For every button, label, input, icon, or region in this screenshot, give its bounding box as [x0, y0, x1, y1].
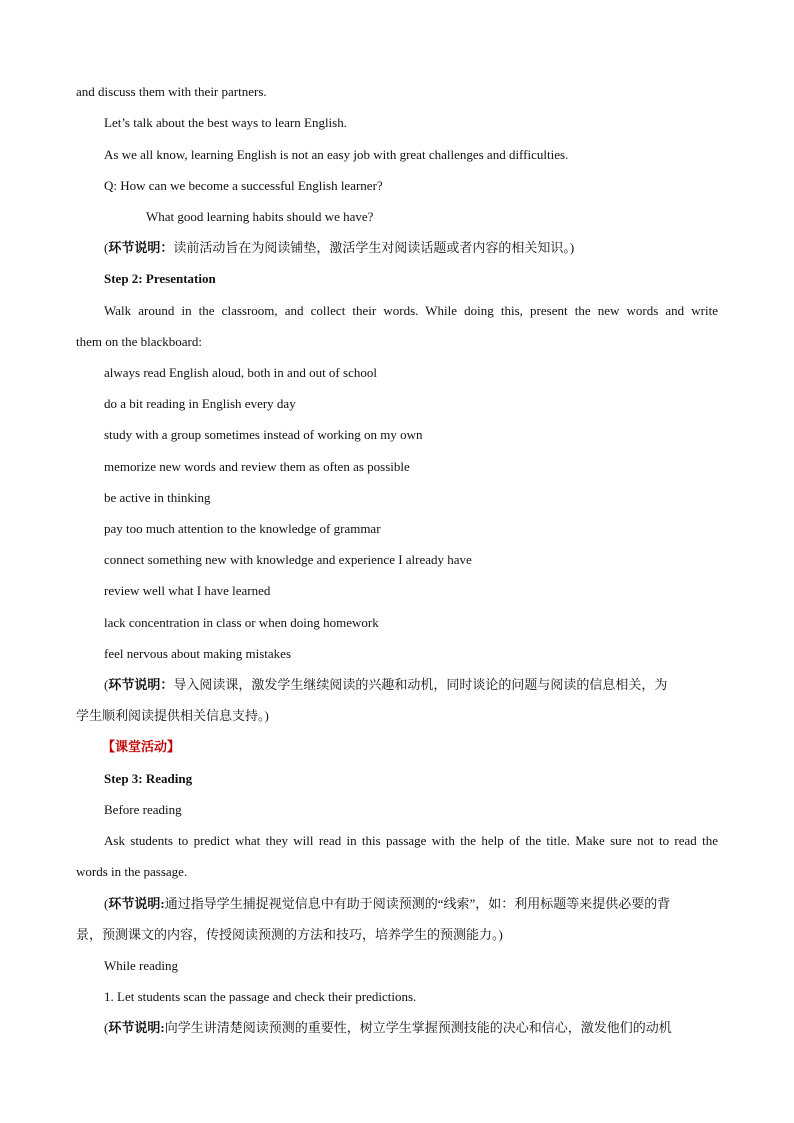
note-2-text-1: 导入阅读课，激发学生继续阅读的兴趣和动机，同时谈论的问题与阅读的信息相关，为 [173, 677, 668, 692]
note-1-text: 读前活动旨在为阅读铺垫，激活学生对阅读话题或者内容的相关知识。) [173, 240, 575, 255]
phrase-item: do a bit reading in English every day [104, 396, 296, 411]
task-1-line: 1. Let students scan the passage and check their predictions. [104, 989, 417, 1004]
note-4-line-1 [104, 1020, 672, 1036]
step-2-title: Step 2: Presentation [104, 271, 216, 286]
step-3-body-line-1: Ask students to predict what they will read in this passage with the help of the title. Make sure not to read the [104, 833, 718, 848]
activity-heading: 【课堂活动】 [102, 739, 181, 754]
note-1-label: 环节说明： [108, 240, 174, 255]
before-reading-label: Before reading [104, 802, 182, 817]
lead-in-line-1: Let’s talk about the best ways to learn English. [104, 115, 347, 130]
question-line: Q: How can we become a successful English learner? [104, 178, 383, 193]
question-line-2: What good learning habits should we have? [146, 209, 374, 224]
note-2-line-2: 学生顺利阅读提供相关信息支持。) [76, 708, 269, 723]
phrase-item: be active in thinking [104, 490, 211, 505]
note-4-open: ( [104, 1020, 109, 1035]
phrase-item: study with a group sometimes instead of working on my own [104, 427, 423, 442]
step-3-body-line-2: words in the passage. [76, 864, 188, 879]
phrase-item: pay too much attention to the knowledge of grammar [104, 521, 381, 536]
note-3-text-1: 通过指导学生捕捉视觉信息中有助于阅读预测的“线索”，如：利用标题等来提供必要的背 [164, 896, 671, 911]
note-4-label: 环节说明: [108, 1020, 165, 1035]
note-3-line-2: 景，预测课文的内容，传授阅读预测的方法和技巧，培养学生的预测能力。) [76, 927, 503, 942]
step-3-title: Step 3: Reading [104, 771, 193, 786]
note-4-text: 向学生讲清楚阅读预测的重要性，树立学生掌握预测技能的决心和信心，激发他们的动机 [164, 1020, 672, 1035]
note-2-open: ( [104, 677, 109, 692]
phrase-item: lack concentration in class or when doing homework [104, 615, 379, 630]
phrase-item: review well what I have learned [104, 583, 271, 598]
while-reading-label: While reading [104, 958, 178, 973]
phrase-item: always read English aloud, both in and out of school [104, 365, 377, 380]
note-3-line-1 [104, 896, 670, 912]
phrase-item: memorize new words and review them as often as possible [104, 459, 410, 474]
note-2-line-1 [104, 677, 667, 693]
phrase-item: connect something new with knowledge and experience I already have [104, 552, 472, 567]
note-2-label: 环节说明： [108, 677, 174, 692]
intro-end-line: and discuss them with their partners. [76, 84, 267, 99]
note-1-open: ( [104, 240, 109, 255]
step-2-body-line-2: them on the blackboard: [76, 334, 202, 349]
note-1 [104, 240, 574, 256]
lead-in-line-2: As we all know, learning English is not an easy job with great challenges and difficulties. [104, 147, 569, 162]
note-3-label: 环节说明: [108, 896, 165, 911]
step-2-body-line-1: Walk around in the classroom, and collect their words. While doing this, present the new words and write [104, 303, 718, 318]
note-3-open: ( [104, 896, 109, 911]
phrase-item: feel nervous about making mistakes [104, 646, 292, 661]
